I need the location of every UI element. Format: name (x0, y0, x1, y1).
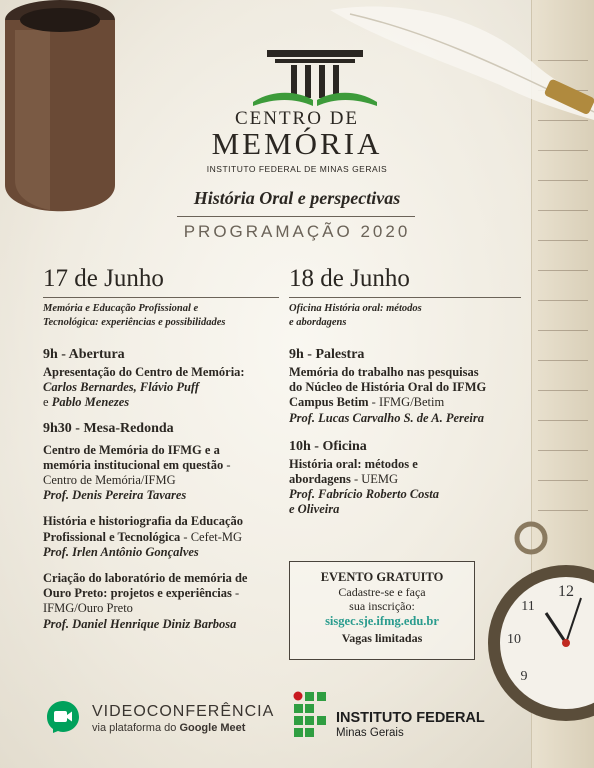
session-title: 9h30 - Mesa-Redonda (43, 420, 174, 436)
talk-block (43, 571, 279, 632)
talk-affiliation: IFMG/Ouro Preto (43, 601, 133, 616)
talk-block (43, 443, 279, 504)
free-event-title: EVENTO GRATUITO (320, 570, 444, 584)
program-title: PROGRAMAÇÃO 2020 (183, 222, 411, 241)
talk-title (43, 458, 279, 473)
talk-text: abordagens (289, 472, 351, 487)
signup-link[interactable]: sisgec.sje.ifmg.edu.br (325, 614, 439, 628)
day-2-divider (289, 297, 521, 298)
platform-name: Google Meet (179, 722, 246, 734)
speaker-name: Prof. Denis Pereira Tavares (43, 488, 187, 503)
talk-text: - IFMG/Betim (368, 395, 445, 410)
talk-block (43, 514, 279, 560)
talk-title: História e historiografia da Educação (43, 514, 243, 529)
talk-text: memória institucional em questão (43, 457, 224, 472)
talk-title (289, 395, 521, 410)
talk-title: Memória do trabalho nas pesquisas (289, 365, 479, 379)
brand-line-1: CENTRO DE (234, 108, 360, 129)
session-line: Carlos Bernardes, Flávio Puff (43, 380, 200, 395)
day-2-theme (289, 302, 521, 330)
session-title: 9h - Abertura (43, 347, 125, 362)
signup-text: Cadastre-se e faça (338, 585, 426, 599)
session-title: 10h - Oficina (289, 438, 367, 454)
talk-text: Ouro Preto: projetos e experiências (43, 586, 232, 601)
instituto-federal-logo-icon (293, 691, 329, 739)
limited-spots-text: Vagas limitadas (341, 631, 423, 645)
divider (177, 216, 415, 217)
talk-text: Campus Betim (289, 395, 369, 410)
talk-text: - UEMG (350, 472, 399, 487)
day-1-theme-line: Memória e Educação Profissional e (43, 303, 199, 314)
session-line: Apresentação do Centro de Memória: (43, 365, 245, 379)
centro-memoria-logo-icon (245, 48, 385, 110)
brand-subtitle: INSTITUTO FEDERAL DE MINAS GERAIS (206, 164, 388, 174)
talk-title (43, 530, 279, 545)
instituto-federal-state: Minas Gerais (336, 727, 404, 739)
talk-title: Criação do laboratório de memória de (43, 571, 248, 586)
day-1-theme (43, 302, 279, 330)
videoconference-subtitle (92, 722, 245, 734)
event-subtitle: História Oral e perspectivas (193, 188, 401, 208)
speaker-name: Pablo Menezes (51, 395, 130, 410)
speaker-name: Prof. Lucas Carvalho S. de A. Pereira (289, 410, 485, 425)
session-body (289, 457, 521, 518)
day-2-date: 18 de Junho (289, 265, 410, 292)
talk-title (289, 472, 521, 487)
speaker-name: e Oliveira (289, 502, 340, 517)
session-body (43, 365, 279, 411)
talk-affiliation: Centro de Memória/IFMG (43, 473, 176, 488)
day-1-column (43, 264, 279, 632)
videoconference-title: VIDEOCONFERÊNCIA (92, 703, 275, 720)
day-2-column (289, 264, 521, 518)
talk-text: Profissional e Tecnológica (43, 529, 181, 544)
session-title: 9h - Palestra (289, 347, 365, 362)
talk-text: - (223, 457, 231, 472)
svg-text:9: 9 (520, 669, 528, 684)
day-1-theme-line: Tecnológica: experiências e possibilidades (43, 317, 226, 328)
talk-text: - (231, 586, 240, 601)
svg-text:11: 11 (521, 599, 535, 614)
talk-title (43, 586, 279, 601)
pocket-watch-image (486, 518, 594, 768)
speaker-name: Prof. Irlen Antônio Gonçalves (43, 544, 199, 559)
svg-text:10: 10 (507, 632, 521, 647)
videoconference-text: via plataforma do (92, 722, 180, 734)
day-2-theme-line: Oficina História oral: métodos (289, 303, 422, 314)
day-1-divider (43, 297, 279, 298)
speaker-name: Prof. Fabrício Roberto Costa (289, 487, 440, 502)
speaker-name: Prof. Daniel Henrique Diniz Barbosa (43, 616, 237, 631)
session-text: e (43, 395, 52, 410)
free-event-box (289, 561, 475, 660)
brand-line-2: MEMÓRIA (211, 126, 383, 161)
talk-title: Centro de Memória do IFMG e a (43, 442, 220, 457)
instituto-federal-name: INSTITUTO FEDERAL (336, 710, 485, 726)
svg-text:12: 12 (558, 583, 574, 600)
signup-text: sua inscrição: (349, 599, 415, 613)
talk-title: História oral: métodos e (289, 456, 418, 471)
session-body (289, 365, 521, 426)
session-line (43, 395, 279, 410)
talk-title: do Núcleo de História Oral do IFMG (289, 380, 487, 395)
day-2-theme-line: e abordagens (289, 317, 347, 328)
google-meet-icon (46, 700, 80, 734)
day-1-date: 17 de Junho (43, 265, 164, 292)
talk-text: - Cefet-MG (180, 529, 243, 544)
